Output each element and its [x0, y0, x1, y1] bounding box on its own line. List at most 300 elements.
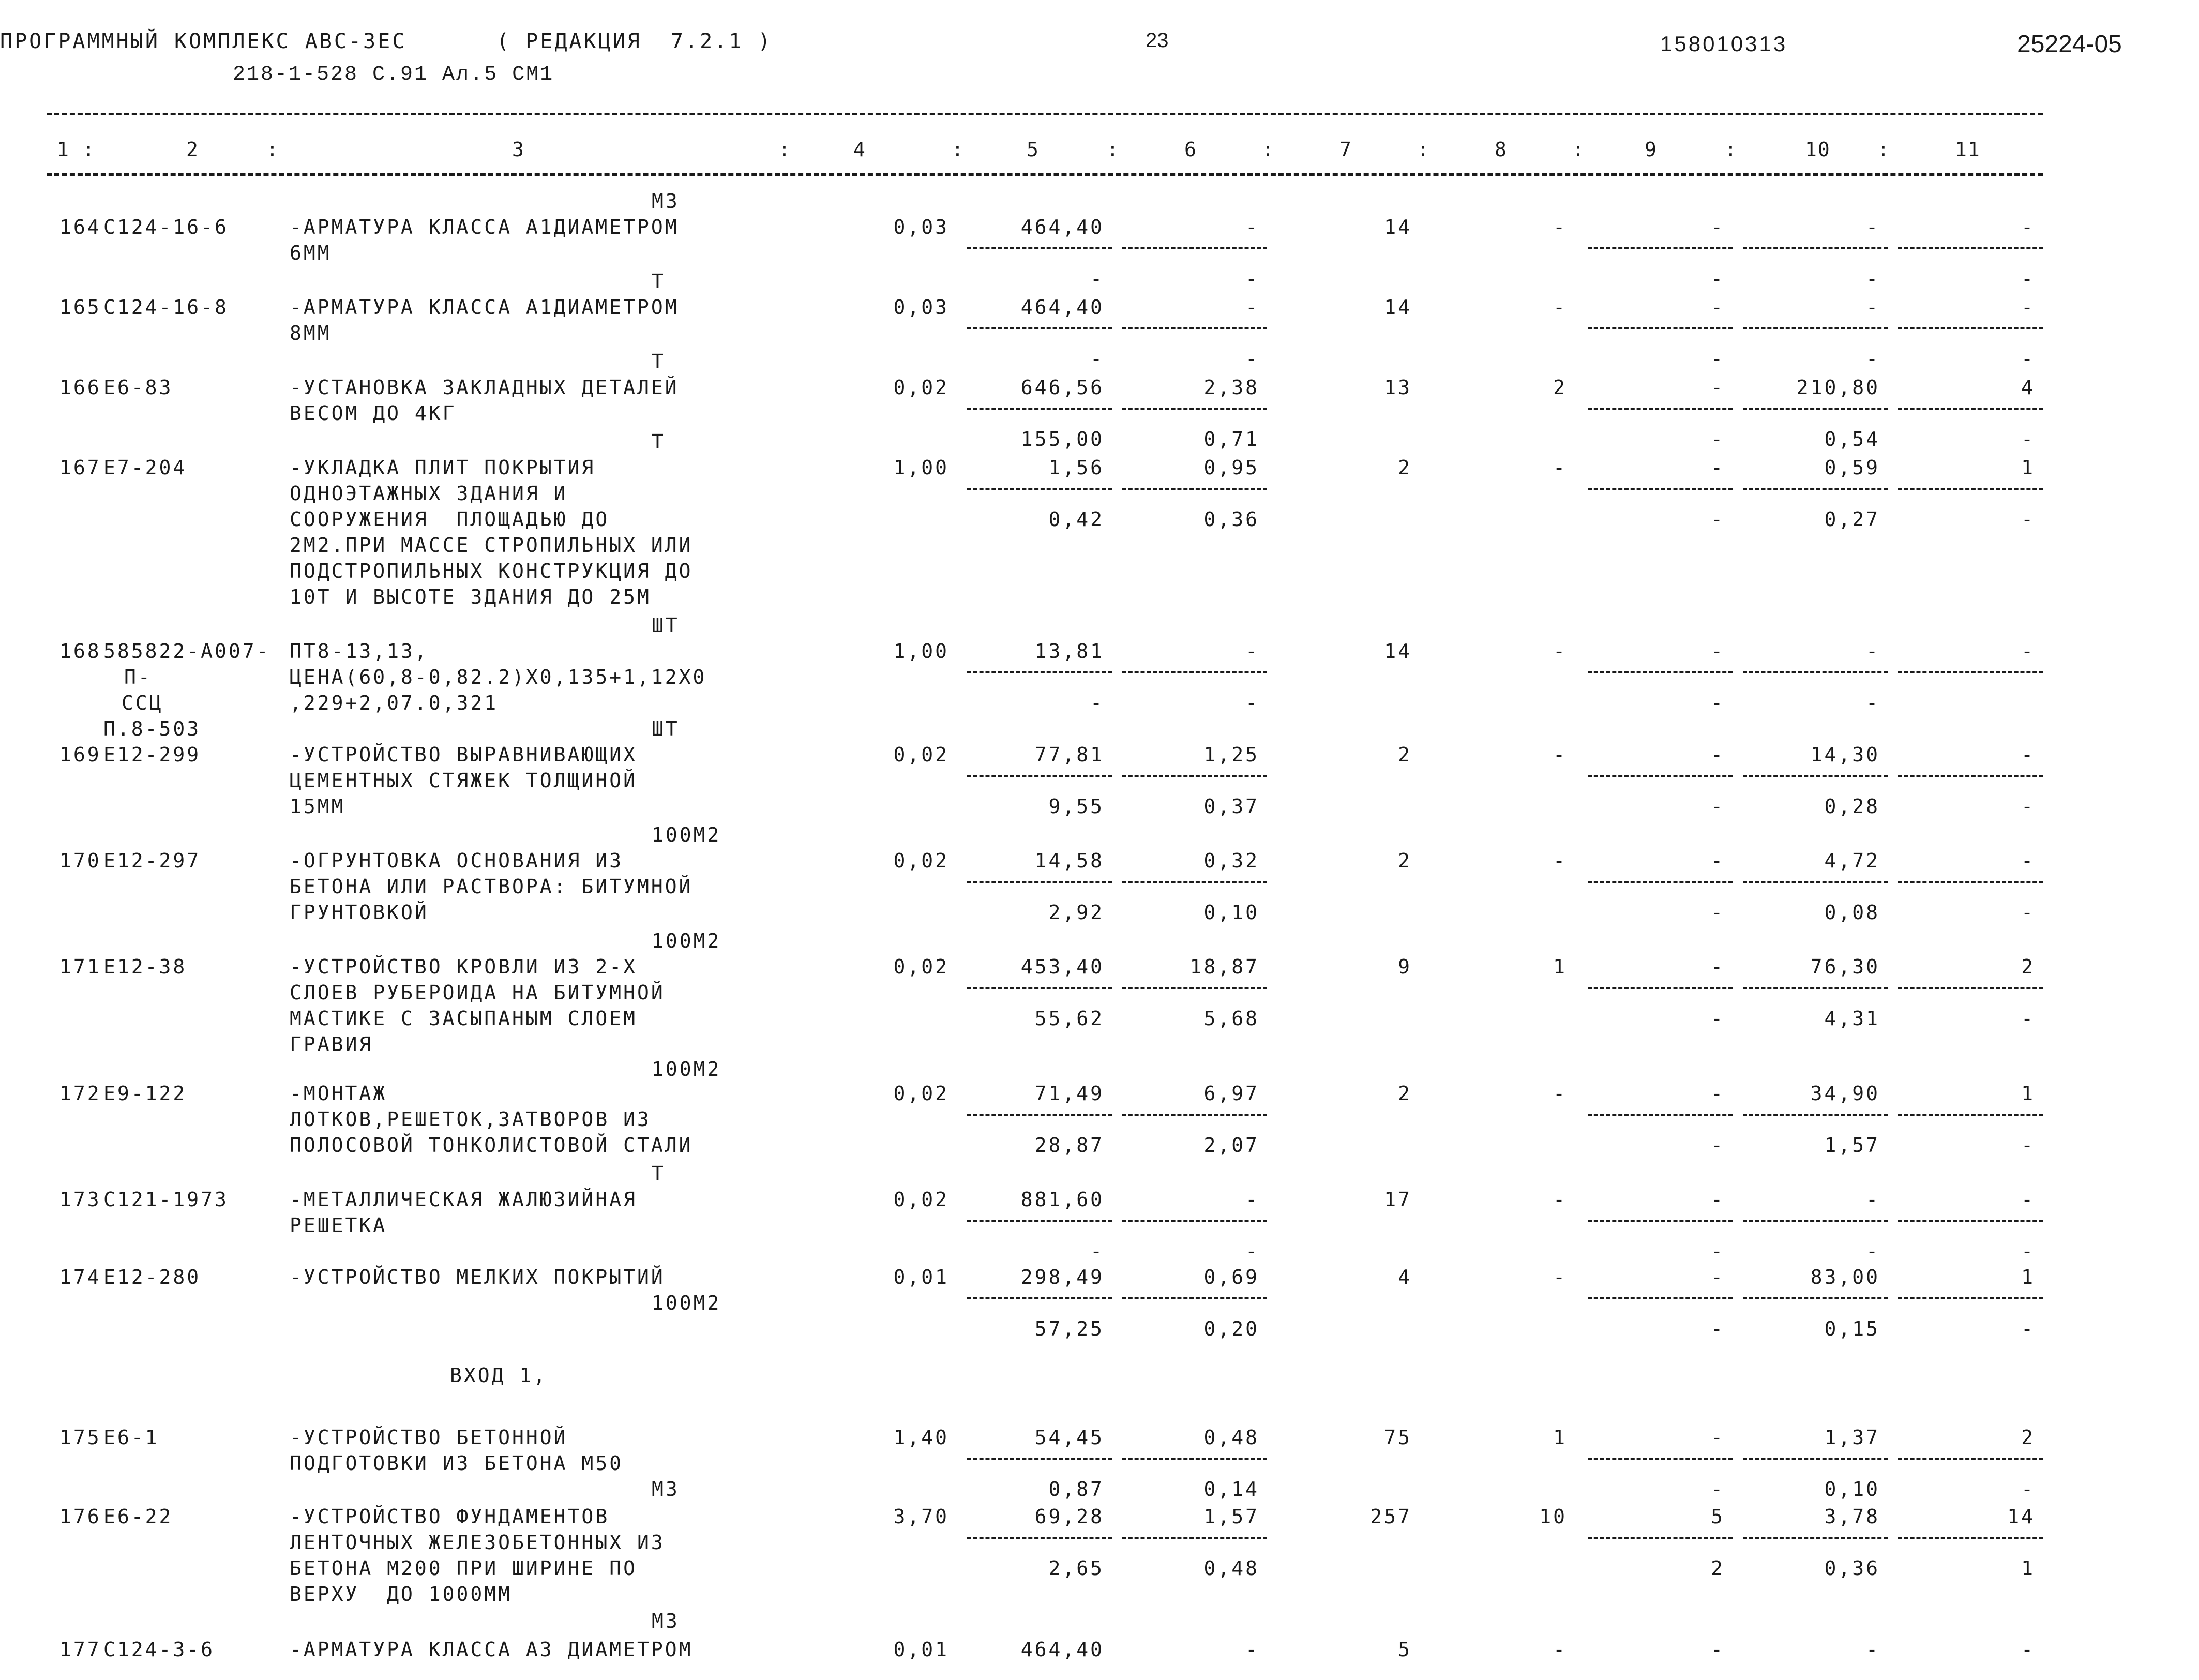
row-number: 170	[59, 849, 101, 872]
value-c8: -	[1553, 1082, 1567, 1105]
work-description: СООРУЖЕНИЯ ПЛОЩАДЬЮ ДО	[290, 508, 610, 531]
cell-separator	[1743, 1458, 1888, 1460]
cell-separator	[1122, 408, 1267, 410]
value-c9: -	[1711, 743, 1725, 766]
value-b5: -	[1090, 267, 1104, 290]
value-c6: 1,57	[1203, 1505, 1259, 1528]
value-c4: 0,02	[893, 1188, 949, 1211]
value-b6: 0,20	[1203, 1317, 1259, 1340]
price-code: Е9-122	[103, 1082, 187, 1105]
value-c4: 3,70	[893, 1505, 949, 1528]
price-code-extra: П.8-503	[103, 717, 201, 740]
value-c5: 464,40	[1020, 1638, 1104, 1661]
value-b5: -	[1090, 1240, 1104, 1263]
cell-separator	[1588, 1297, 1733, 1299]
value-b10: 0,28	[1824, 795, 1880, 818]
unit-label: ШТ	[652, 717, 680, 740]
column-header: 5	[1027, 138, 1040, 161]
value-b5: -	[1090, 348, 1104, 370]
cell-separator	[967, 1458, 1112, 1460]
value-c4: 1,40	[893, 1426, 949, 1449]
column-header: :	[266, 138, 279, 161]
value-c4: 0,02	[893, 376, 949, 399]
price-code: Е12-280	[103, 1266, 201, 1288]
value-b5: 0,87	[1048, 1478, 1104, 1501]
work-description: -АРМАТУРА КЛАССА А3 ДИАМЕТРОМ	[290, 1638, 693, 1661]
value-b9: -	[1711, 1007, 1725, 1030]
row-number: 168	[59, 640, 101, 663]
cell-separator	[1898, 671, 2043, 673]
work-description: -МЕТАЛЛИЧЕСКАЯ ЖАЛЮЗИЙНАЯ	[290, 1188, 637, 1211]
row-number: 173	[59, 1188, 101, 1211]
value-b9: -	[1711, 1134, 1725, 1157]
cell-separator	[1743, 775, 1888, 777]
page-number: 23	[1146, 29, 1169, 52]
value-c8: 2	[1553, 376, 1567, 399]
value-c10: 83,00	[1810, 1266, 1880, 1288]
column-header: 11	[1955, 138, 1981, 161]
value-b10: 0,54	[1824, 428, 1880, 451]
value-b11: 1	[2021, 1557, 2035, 1580]
work-description: ГРУНТОВКОЙ	[290, 901, 429, 924]
value-c7: 17	[1384, 1188, 1412, 1211]
header-rule-top	[47, 113, 2043, 115]
work-description: БЕТОНА М200 ПРИ ШИРИНЕ ПО	[290, 1557, 637, 1580]
value-c7: 2	[1398, 743, 1412, 766]
value-c10: 0,59	[1824, 456, 1880, 479]
cell-separator	[1898, 775, 2043, 777]
price-code: 585822-А007-	[103, 640, 270, 663]
column-header: 8	[1495, 138, 1508, 161]
value-b11: -	[2021, 508, 2035, 531]
value-c4: 0,01	[893, 1266, 949, 1288]
value-c9: -	[1711, 296, 1725, 319]
value-c7: 257	[1370, 1505, 1412, 1528]
value-c9: -	[1711, 1426, 1725, 1449]
work-description: -ОГРУНТОВКА ОСНОВАНИЯ ИЗ	[290, 849, 624, 872]
value-c8: -	[1553, 1266, 1567, 1288]
value-c5: 77,81	[1034, 743, 1104, 766]
value-c10: 210,80	[1796, 376, 1880, 399]
unit-label: 100М2	[652, 1058, 721, 1081]
cell-separator	[967, 775, 1112, 777]
value-c9: -	[1711, 456, 1725, 479]
value-c8: -	[1553, 296, 1567, 319]
cell-separator	[1898, 488, 2043, 490]
work-description: ЦЕНА(60,8-0,82.2)Х0,135+1,12Х0	[290, 666, 707, 688]
work-description: 6ММ	[290, 242, 332, 264]
value-c8: -	[1553, 1638, 1567, 1661]
value-c10: 1,37	[1824, 1426, 1880, 1449]
value-c11: -	[2021, 1638, 2035, 1661]
value-c9: -	[1711, 376, 1725, 399]
value-c6: 18,87	[1189, 955, 1259, 978]
value-c11: -	[2021, 216, 2035, 238]
value-b6: 5,68	[1203, 1007, 1259, 1030]
unit-label: М3	[652, 1610, 680, 1632]
cell-separator	[1588, 327, 1733, 329]
cell-separator	[1588, 247, 1733, 249]
column-header: :	[778, 138, 791, 161]
price-code: С124-16-8	[103, 296, 229, 319]
work-description: -УКЛАДКА ПЛИТ ПОКРЫТИЯ	[290, 456, 596, 479]
row-number: 171	[59, 955, 101, 978]
price-code: Е6-22	[103, 1505, 173, 1528]
value-c11: -	[2021, 640, 2035, 663]
work-description: ВЕСОМ ДО 4КГ	[290, 402, 457, 425]
work-description: 8ММ	[290, 322, 332, 344]
row-number: 176	[59, 1505, 101, 1528]
value-c5: 71,49	[1034, 1082, 1104, 1105]
value-b10: 0,10	[1824, 1478, 1880, 1501]
value-c11: 1	[2021, 456, 2035, 479]
value-c9: -	[1711, 955, 1725, 978]
cell-separator	[1898, 987, 2043, 989]
work-description: МАСТИКЕ С ЗАСЫПАНЫМ СЛОЕМ	[290, 1007, 637, 1030]
value-c5: 881,60	[1020, 1188, 1104, 1211]
column-header: :	[952, 138, 965, 161]
cell-separator	[1743, 1220, 1888, 1222]
value-c11: 4	[2021, 376, 2035, 399]
value-c9: -	[1711, 1082, 1725, 1105]
value-b11: -	[2021, 795, 2035, 818]
value-b10: 0,27	[1824, 508, 1880, 531]
cell-separator	[1898, 1297, 2043, 1299]
cell-separator	[967, 987, 1112, 989]
cell-separator	[1122, 247, 1267, 249]
value-b6: 0,37	[1203, 795, 1259, 818]
cell-separator	[1122, 1297, 1267, 1299]
value-c5: 1,56	[1048, 456, 1104, 479]
value-c8: -	[1553, 456, 1567, 479]
cell-separator	[1898, 327, 2043, 329]
value-b9: -	[1711, 1478, 1725, 1501]
value-b10: 0,36	[1824, 1557, 1880, 1580]
value-c7: 14	[1384, 640, 1412, 663]
work-description: СЛОЕВ РУБЕРОИДА НА БИТУМНОЙ	[290, 981, 665, 1004]
row-number: 165	[59, 296, 101, 319]
value-c6: 0,48	[1203, 1426, 1259, 1449]
program-title: ПРОГРАММНЫЙ КОМПЛЕКС АВС-3ЕС	[0, 29, 407, 53]
unit-label: ШТ	[652, 614, 680, 637]
value-b11: -	[2021, 1007, 2035, 1030]
cell-separator	[1122, 327, 1267, 329]
cell-separator	[1588, 488, 1733, 490]
value-c7: 13	[1384, 376, 1412, 399]
row-number: 175	[59, 1426, 101, 1449]
row-number: 172	[59, 1082, 101, 1105]
price-code: Е7-204	[103, 456, 187, 479]
value-c4: 1,00	[893, 456, 949, 479]
value-c8: -	[1553, 640, 1567, 663]
column-header: 6	[1184, 138, 1197, 161]
work-description: -УСТРОЙСТВО ФУНДАМЕНТОВ	[290, 1505, 610, 1528]
doc-code: 25224-05	[2017, 31, 2122, 58]
value-c9: -	[1711, 849, 1725, 872]
value-c9: 5	[1711, 1505, 1725, 1528]
value-c6: -	[1245, 1638, 1259, 1661]
value-b9: -	[1711, 692, 1725, 714]
value-b6: 0,14	[1203, 1478, 1259, 1501]
value-c6: 6,97	[1203, 1082, 1259, 1105]
value-c7: 5	[1398, 1638, 1412, 1661]
value-b11: -	[2021, 1317, 2035, 1340]
cell-separator	[1588, 1537, 1733, 1539]
value-c10: -	[1866, 216, 1880, 238]
value-c5: 464,40	[1020, 216, 1104, 238]
cell-separator	[1898, 408, 2043, 410]
price-code: Е6-83	[103, 376, 173, 399]
cell-separator	[967, 1537, 1112, 1539]
unit-label: Т	[652, 270, 666, 293]
value-c11: -	[2021, 296, 2035, 319]
value-c5: 13,81	[1034, 640, 1104, 663]
cell-separator	[1743, 1537, 1888, 1539]
cell-separator	[1122, 488, 1267, 490]
work-description: ПОДГОТОВКИ ИЗ БЕТОНА М50	[290, 1452, 624, 1475]
column-header: 4	[853, 138, 866, 161]
cell-separator	[1898, 247, 2043, 249]
value-b9: -	[1711, 428, 1725, 451]
value-c7: 14	[1384, 216, 1412, 238]
cell-separator	[1898, 1537, 2043, 1539]
value-c7: 14	[1384, 296, 1412, 319]
value-b6: 0,48	[1203, 1557, 1259, 1580]
value-c11: -	[2021, 1188, 2035, 1211]
value-b10: -	[1866, 267, 1880, 290]
work-description: -УСТАНОВКА ЗАКЛАДНЫХ ДЕТАЛЕЙ	[290, 376, 679, 399]
value-c11: 1	[2021, 1266, 2035, 1288]
work-description: ПОДСТРОПИЛЬНЫХ КОНСТРУКЦИЯ ДО	[290, 560, 693, 582]
value-c11: -	[2021, 743, 2035, 766]
value-b10: 0,15	[1824, 1317, 1880, 1340]
value-b5: 155,00	[1020, 428, 1104, 451]
value-b11: -	[2021, 901, 2035, 924]
value-c5: 453,40	[1020, 955, 1104, 978]
cell-separator	[1588, 671, 1733, 673]
unit-label: М3	[652, 190, 680, 213]
value-b6: -	[1245, 267, 1259, 290]
value-c9: -	[1711, 216, 1725, 238]
value-c6: 2,38	[1203, 376, 1259, 399]
cell-separator	[1743, 327, 1888, 329]
cell-separator	[967, 408, 1112, 410]
price-code: С124-3-6	[103, 1638, 215, 1661]
value-b6: -	[1245, 348, 1259, 370]
value-c9: -	[1711, 640, 1725, 663]
value-c7: 2	[1398, 456, 1412, 479]
cell-separator	[1743, 671, 1888, 673]
value-c4: 0,02	[893, 955, 949, 978]
value-c8: -	[1553, 216, 1567, 238]
value-c9: -	[1711, 1638, 1725, 1661]
value-b10: -	[1866, 348, 1880, 370]
value-c7: 4	[1398, 1266, 1412, 1288]
cell-separator	[1743, 247, 1888, 249]
work-description: -УСТРОЙСТВО КРОВЛИ ИЗ 2-Х	[290, 955, 637, 978]
column-header: 2	[186, 138, 199, 161]
value-b5: 2,92	[1048, 901, 1104, 924]
cell-separator	[1898, 1220, 2043, 1222]
column-header: :	[1107, 138, 1120, 161]
price-code: Е12-297	[103, 849, 201, 872]
cell-separator	[967, 1220, 1112, 1222]
column-header: 7	[1339, 138, 1352, 161]
unit-label: Т	[652, 430, 666, 453]
column-header: :	[1417, 138, 1430, 161]
row-number: 167	[59, 456, 101, 479]
column-header: 3	[512, 138, 525, 161]
cell-separator	[1122, 987, 1267, 989]
value-c5: 54,45	[1034, 1426, 1104, 1449]
cell-separator	[1122, 1114, 1267, 1116]
value-c5: 464,40	[1020, 296, 1104, 319]
value-c8: -	[1553, 1188, 1567, 1211]
unit-label: М3	[652, 1478, 680, 1501]
cell-separator	[1122, 881, 1267, 883]
value-b11: -	[2021, 267, 2035, 290]
price-code: С121-1973	[103, 1188, 229, 1211]
value-b10: -	[1866, 1240, 1880, 1263]
value-b6: 0,10	[1203, 901, 1259, 924]
value-b6: 0,71	[1203, 428, 1259, 451]
value-c6: -	[1245, 216, 1259, 238]
unit-label: 100М2	[652, 823, 721, 846]
cell-separator	[1588, 987, 1733, 989]
cell-separator	[1743, 1297, 1888, 1299]
value-c10: -	[1866, 1638, 1880, 1661]
value-c6: 0,32	[1203, 849, 1259, 872]
cell-separator	[1122, 1220, 1267, 1222]
value-c10: -	[1866, 296, 1880, 319]
work-description: БЕТОНА ИЛИ РАСТВОРА: БИТУМНОЙ	[290, 875, 693, 898]
work-description: ПОЛОСОВОЙ ТОНКОЛИСТОВОЙ СТАЛИ	[290, 1134, 693, 1157]
value-b5: 0,42	[1048, 508, 1104, 531]
work-description: ЦЕМЕНТНЫХ СТЯЖЕК ТОЛЩИНОЙ	[290, 769, 637, 792]
work-description: -АРМАТУРА КЛАССА А1ДИАМЕТРОМ	[290, 296, 679, 319]
column-header: 1 :	[57, 138, 96, 161]
value-c9: -	[1711, 1188, 1725, 1211]
price-code: Е6-1	[103, 1426, 159, 1449]
work-description: ВЕРХУ ДО 1000ММ	[290, 1583, 513, 1606]
value-c4: 0,02	[893, 849, 949, 872]
cell-separator	[967, 1114, 1112, 1116]
row-number: 174	[59, 1266, 101, 1288]
cell-separator	[1588, 1458, 1733, 1460]
work-description: ,229+2,07.0,321	[290, 692, 499, 714]
value-c7: 2	[1398, 849, 1412, 872]
value-b5: 55,62	[1034, 1007, 1104, 1030]
value-c11: 1	[2021, 1082, 2035, 1105]
work-description: -МОНТАЖ	[290, 1082, 387, 1105]
price-code: Е12-38	[103, 955, 187, 978]
work-description: ЛЕНТОЧНЫХ ЖЕЛЕЗОБЕТОННЫХ ИЗ	[290, 1531, 665, 1554]
value-c7: 9	[1398, 955, 1412, 978]
row-number: 164	[59, 216, 101, 238]
cell-separator	[1743, 881, 1888, 883]
value-c10: 4,72	[1824, 849, 1880, 872]
work-description: -АРМАТУРА КЛАССА А1ДИАМЕТРОМ	[290, 216, 679, 238]
unit-label: Т	[652, 350, 666, 373]
cell-separator	[1898, 881, 2043, 883]
work-description: -УСТРОЙСТВО БЕТОННОЙ	[290, 1426, 568, 1449]
cell-separator	[967, 1297, 1112, 1299]
value-c6: 1,25	[1203, 743, 1259, 766]
value-b5: 9,55	[1048, 795, 1104, 818]
value-c4: 0,02	[893, 1082, 949, 1105]
column-header: :	[1725, 138, 1738, 161]
value-c5: 69,28	[1034, 1505, 1104, 1528]
section-label: ВХОД 1,	[450, 1364, 548, 1387]
value-c8: -	[1553, 849, 1567, 872]
value-c5: 14,58	[1034, 849, 1104, 872]
cell-separator	[1743, 1114, 1888, 1116]
column-header: :	[1572, 138, 1585, 161]
work-description: 15ММ	[290, 795, 345, 818]
cell-separator	[967, 881, 1112, 883]
cell-separator	[1898, 1458, 2043, 1460]
value-b9: -	[1711, 348, 1725, 370]
cell-separator	[1588, 1114, 1733, 1116]
header-rule-bottom	[47, 173, 2043, 176]
unit-label: 100М2	[652, 929, 721, 952]
value-b11: -	[2021, 348, 2035, 370]
value-c4: 0,01	[893, 1638, 949, 1661]
doc-number: 158010313	[1660, 32, 1788, 56]
value-c8: 10	[1539, 1505, 1567, 1528]
work-description: ГРАВИЯ	[290, 1033, 373, 1056]
work-description: РЕШЕТКА	[290, 1214, 387, 1237]
cell-separator	[967, 671, 1112, 673]
value-b11: -	[2021, 1134, 2035, 1157]
subtitle: 218-1-528 С.91 Ал.5 СМ1	[233, 63, 554, 86]
value-b5: -	[1090, 692, 1104, 714]
cell-separator	[1588, 408, 1733, 410]
column-header: 10	[1805, 138, 1831, 161]
value-b11: -	[2021, 1240, 2035, 1263]
row-number: 166	[59, 376, 101, 399]
cell-separator	[1588, 1220, 1733, 1222]
value-c6: 0,69	[1203, 1266, 1259, 1288]
value-b5: 57,25	[1034, 1317, 1104, 1340]
price-code-extra: П-	[124, 666, 152, 688]
value-c11: 2	[2021, 1426, 2035, 1449]
price-code-extra: ССЦ	[122, 692, 163, 714]
value-b9: -	[1711, 267, 1725, 290]
work-description: 10Т И ВЫСОТЕ ЗДАНИЯ ДО 25М	[290, 586, 651, 608]
cell-separator	[967, 247, 1112, 249]
value-c4: 0,03	[893, 216, 949, 238]
edition-label: ( РЕДАКЦИЯ 7.2.1 )	[496, 29, 773, 53]
cell-separator	[1743, 987, 1888, 989]
cell-separator	[1743, 408, 1888, 410]
value-c6: -	[1245, 640, 1259, 663]
value-c11: -	[2021, 849, 2035, 872]
value-b10: 4,31	[1824, 1007, 1880, 1030]
value-b10: 0,08	[1824, 901, 1880, 924]
value-c4: 1,00	[893, 640, 949, 663]
value-b6: -	[1245, 1240, 1259, 1263]
value-c9: -	[1711, 1266, 1725, 1288]
value-c10: 3,78	[1824, 1505, 1880, 1528]
value-b11: -	[2021, 428, 2035, 451]
value-c7: 75	[1384, 1426, 1412, 1449]
value-c4: 0,03	[893, 296, 949, 319]
value-c6: -	[1245, 1188, 1259, 1211]
value-b10: 1,57	[1824, 1134, 1880, 1157]
work-description: ПТ8-13,13,	[290, 640, 429, 663]
work-description: ЛОТКОВ,РЕШЕТОК,ЗАТВОРОВ ИЗ	[290, 1108, 651, 1131]
